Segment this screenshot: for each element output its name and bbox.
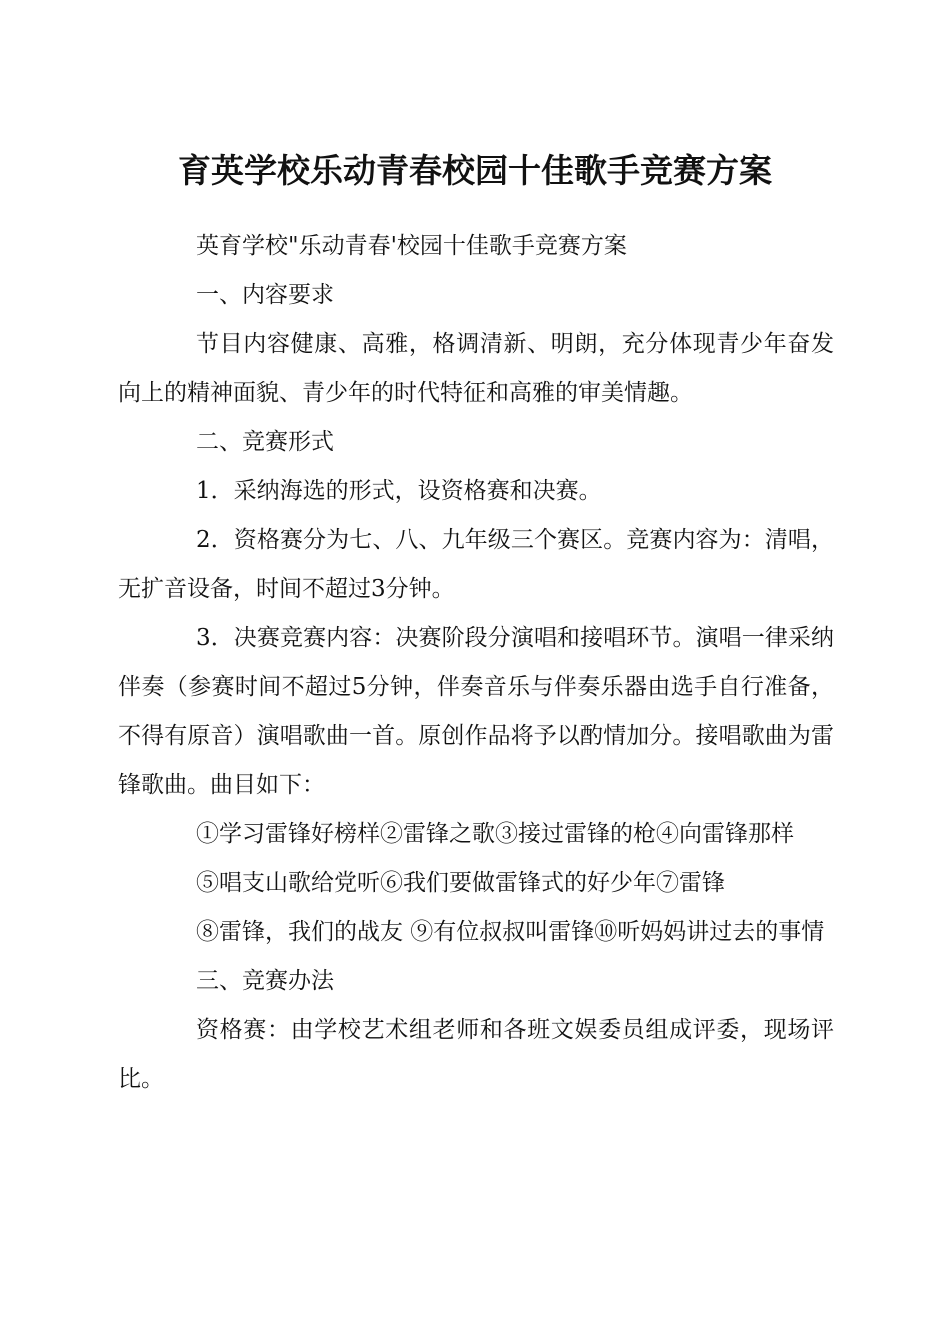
paragraph-format-item-1: 1．采纳海选的形式，设资格赛和决赛。 xyxy=(196,478,602,504)
paragraph-subtitle: 英育学校"乐动青春'校园十佳歌手竞赛方案 xyxy=(196,233,627,259)
document-title: 育英学校乐动青春校园十佳歌手竞赛方案 xyxy=(178,151,772,190)
paragraph-format-item-2: 2．资格赛分为七、八、九年级三个赛区。竞赛内容为：清唱，无扩音设备，时间不超过3分钟。 xyxy=(118,527,834,602)
paragraph-song-list-3: ⑧雷锋，我们的战友 ⑨有位叔叔叫雷锋⑩听妈妈讲过去的事情 xyxy=(196,919,825,945)
paragraph-song-list-1: ①学习雷锋好榜样②雷锋之歌③接过雷锋的枪④向雷锋那样 xyxy=(196,821,794,847)
paragraph-content-requirements: 节目内容健康、高雅，格调清新、明朗，充分体现青少年奋发向上的精神面貌、青少年的时代特征和高雅的审美情趣。 xyxy=(118,331,834,406)
section-heading-competition-method: 三、竞赛办法 xyxy=(196,968,334,994)
section-heading-competition-format: 二、竞赛形式 xyxy=(196,429,334,455)
paragraph-format-item-3: 3．决赛竞赛内容：决赛阶段分演唱和接唱环节。演唱一律采纳伴奏（参赛时间不超过5分钟，伴奏音乐与伴奏乐器由选手自行准备，不得有原音）演唱歌曲一首。原创作品将予以酌情加分。接唱歌曲为雷锋歌曲。曲目如下： xyxy=(118,625,834,798)
paragraph-song-list-2: ⑤唱支山歌给党听⑥我们要做雷锋式的好少年⑦雷锋 xyxy=(196,870,725,896)
document-body xyxy=(118,222,834,1104)
paragraph-qualification-round: 资格赛：由学校艺术组老师和各班文娱委员组成评委，现场评比。 xyxy=(118,1017,834,1092)
section-heading-content-requirements: 一、内容要求 xyxy=(196,282,334,308)
